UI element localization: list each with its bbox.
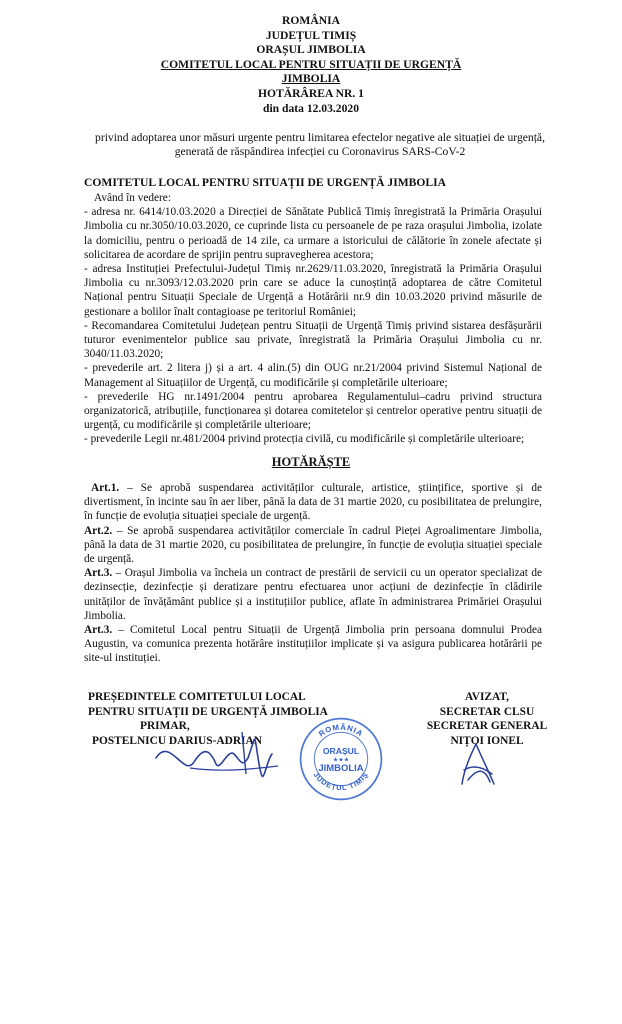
articles-block [84, 481, 542, 666]
committee-heading: COMITETUL LOCAL PENTRU SITUAȚII DE URGENȚĂ JIMBOLIA [84, 176, 447, 189]
article-item [84, 566, 542, 623]
considerent-item: - adresa nr. 6414/10.03.2020 a Direcției de Sănătate Publică Timiș înregistrată la Primăria Orașului Jimbolia cu nr.3050/10.03.2020, ce cuprinde lista cu persoanele de pe raza orașului Jimbolia, izolate la domiciliu, pentru o perioadă de 14 zile, ca urmare a istoricului de călătorie în zonele afectate și solicitarea de acordare de sprijin pentru supravegherea acestora; [84, 206, 542, 261]
committee-city: JIMBOLIA [281, 72, 341, 86]
signer-name: NIȚOI IONEL [450, 734, 524, 747]
article-label: Art.1. [91, 482, 120, 494]
signer-role-line: SECRETAR CLSU [439, 705, 535, 718]
article-text: – Orașul Jimbolia va încheia un contract de prestării de servicii cu un operator specializat de dezinsecție, dezinfecție și deratizare pentru efectuarea unor acțiuni de dezinfecție în clădirile unităților de învățământ publice și a instituțiilor publice, aflate în administrarea Primăriei Orașului Jimbolia. [84, 567, 542, 622]
article-item [84, 623, 542, 666]
article-label: Art.3. [84, 624, 113, 637]
decision-title: HOTĂRÂREA NR. 1 [258, 86, 364, 100]
document-header [0, 14, 622, 116]
stamp-top-text: ROMÂNIA [317, 722, 365, 739]
article-text: – Comitetul Local pentru Situații de Urgență Jimbolia prin persoana domnului Prodea Augustin, va comunica prezenta hotărâre instituțiilor implicate și va asigura publicarea hotărârii pe site-ul instituției. [84, 624, 542, 665]
committee-title: COMITETUL LOCAL PENTRU SITUAȚII DE URGENȚĂ [160, 57, 462, 71]
secretary-signature-scribble [456, 740, 500, 788]
approval-label: AVIZAT, [465, 691, 509, 703]
stamp-city-text: JIMBOLIA [318, 763, 364, 775]
considerents-block [84, 191, 542, 447]
article-text: – Se aprobă suspendarea activităților comerciale în cadrul Pieței Agroalimentare Jimbolia, până la data de 31 martie 2020, cu posibilitatea de prelungire, în funcție de evoluția situației speciale de urgență. [84, 524, 542, 566]
considerent-item: - Recomandarea Comitetului Județean pentru Situații de Urgență Timiș privind sistarea desfășurării tuturor evenimentelor publice sau private, înregistrată la Primăria Orașului Jimbolia cu nr. 3040/11.03.2020; [84, 319, 542, 361]
signer-role-line: PREȘEDINTELE COMITETULUI LOCAL [88, 691, 306, 703]
article-item [84, 524, 542, 567]
article-label: Art.2. [84, 524, 113, 537]
intro-text: Având în vedere: [94, 192, 171, 204]
signer-role-line: SECRETAR GENERAL [426, 720, 548, 733]
signer-title: PRIMAR, [140, 720, 190, 733]
official-stamp [298, 716, 384, 802]
hotaraste-heading: HOTĂRĂȘTE [271, 455, 351, 469]
considerent-item: - prevederile art. 2 litera j) și a art. 4 alin.(5) din OUG nr.21/2004 privind Sistemul Național de Management al Situațiilor de Urgență, cu modificările și completările ulterioare; [84, 362, 542, 389]
considerent-item: - prevederile HG nr.1491/2004 pentru aprobarea Regulamentului–cadru privind structura organizatorică, atribuțiile, funcționarea și dotarea comitetelor și centrelor operative pentru situații de urgență, cu modificările și completările ulterioare; [84, 390, 542, 432]
considerent-item: - prevederile Legii nr.481/2004 privind protecția civilă, cu modificările și completările ulterioare; [84, 433, 525, 446]
mayor-signature-scribble [150, 728, 290, 786]
signer-name: POSTELNICU DARIUS-ADRIAN [92, 734, 262, 747]
considerent-item: - adresa Instituției Prefectului-Județul Timiș nr.2629/11.03.2020, înregistrată la Primăria Orașului Jimbolia cu nr.3093/12.03.2020 prin care se aduce la cunoștință adoptarea de către Comitetul Național pentru Situații Speciale de Urgență a Hotărârii nr.9 din 10.03.2020 privind măsurile de gestionare a bolilor înalt contagioase pe teritoriul României; [84, 263, 542, 318]
country-title: ROMÂNIA [282, 14, 340, 27]
signer-role-line: PENTRU SITUAȚII DE URGENȚĂ JIMBOLIA [88, 705, 328, 718]
stamp-bottom-text: JUDEȚUL TIMIȘ [311, 770, 371, 793]
city-title: ORAȘUL JIMBOLIA [256, 43, 366, 57]
decision-subject: privind adoptarea unor măsuri urgente pentru limitarea efectelor negative ale situației de urgență, generată de răspândirea infecției cu Coronavirus SARS-CoV-2 [95, 131, 545, 159]
article-text: – Se aprobă suspendarea activităților culturale, artistice, științifice, sportive și de divertisment, în incinte sau în aer liber, până la data de 31 martie 2020, cu posibilitatea de prelungire, în funcție de evoluția situației speciale de urgență. [84, 482, 542, 523]
stamp-stars: ★★★ [332, 756, 350, 764]
stamp-middle-text: ORAȘUL [322, 745, 360, 756]
county-title: JUDEȚUL TIMIȘ [265, 28, 357, 42]
article-label: Art.3. [84, 567, 113, 580]
article-item [84, 481, 542, 524]
decision-date: din data 12.03.2020 [263, 101, 359, 115]
